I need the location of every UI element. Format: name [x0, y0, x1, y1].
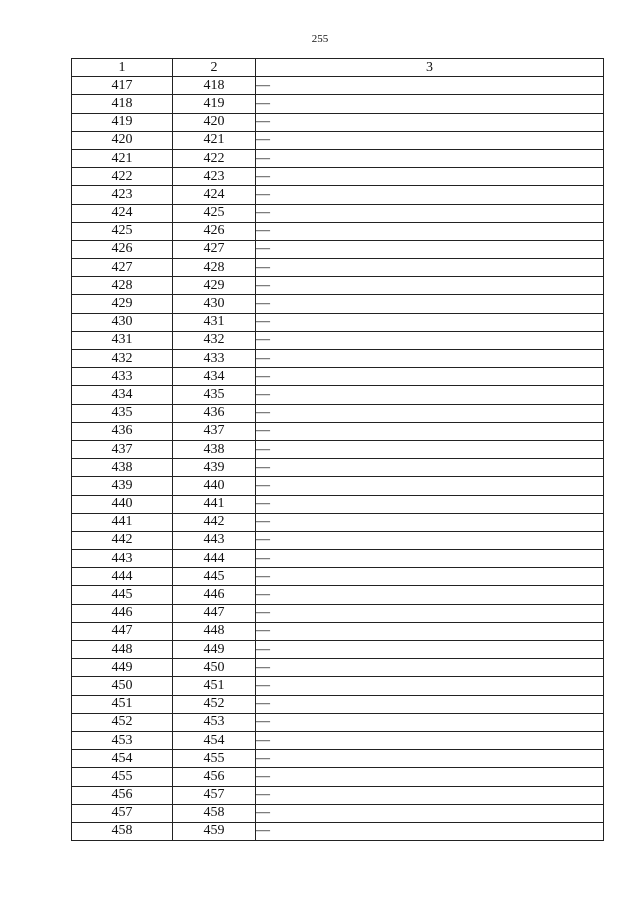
cell-col-1: 432 [72, 350, 173, 368]
table-row [72, 622, 604, 640]
table-row [72, 804, 604, 822]
table-row [72, 459, 604, 477]
cell-col-1: 453 [72, 731, 173, 749]
cell-col-2: 441 [173, 495, 256, 513]
cell-col-2: 424 [173, 186, 256, 204]
cell-col-2: 419 [173, 95, 256, 113]
cell-col-3: — [256, 531, 604, 549]
cell-col-2: 456 [173, 768, 256, 786]
page-number: 255 [311, 33, 329, 45]
cell-col-3: — [256, 113, 604, 131]
cell-col-3: — [256, 186, 604, 204]
table-row [72, 768, 604, 786]
cell-col-2: 453 [173, 713, 256, 731]
cell-col-1: 423 [72, 186, 173, 204]
cell-col-2: 447 [173, 604, 256, 622]
table-row [72, 113, 604, 131]
cell-col-1: 439 [72, 477, 173, 495]
cell-col-3: — [256, 168, 604, 186]
column-header-1: 1 [72, 59, 173, 77]
cell-col-2: 425 [173, 204, 256, 222]
table-row [72, 331, 604, 349]
table-row [72, 131, 604, 149]
cell-col-2: 457 [173, 786, 256, 804]
cell-col-1: 426 [72, 240, 173, 258]
cell-col-2: 434 [173, 368, 256, 386]
table-row [72, 513, 604, 531]
cell-col-1: 441 [72, 513, 173, 531]
cell-col-1: 435 [72, 404, 173, 422]
table-row [72, 550, 604, 568]
cell-col-2: 420 [173, 113, 256, 131]
cell-col-2: 421 [173, 131, 256, 149]
cell-col-3: — [256, 259, 604, 277]
table-row [72, 149, 604, 167]
cell-col-1: 431 [72, 331, 173, 349]
cell-col-1: 418 [72, 95, 173, 113]
cell-col-3: — [256, 677, 604, 695]
cell-col-1: 424 [72, 204, 173, 222]
cell-col-3: — [256, 204, 604, 222]
cell-col-1: 458 [72, 822, 173, 840]
cell-col-1: 421 [72, 149, 173, 167]
table-row [72, 295, 604, 313]
cell-col-3: — [256, 404, 604, 422]
cell-col-2: 426 [173, 222, 256, 240]
cell-col-1: 445 [72, 586, 173, 604]
cell-col-2: 428 [173, 259, 256, 277]
cell-col-3: — [256, 277, 604, 295]
cell-col-3: — [256, 240, 604, 258]
cell-col-2: 435 [173, 386, 256, 404]
column-header-3: 3 [256, 59, 604, 77]
data-table [71, 58, 604, 841]
table-row [72, 95, 604, 113]
cell-col-2: 418 [173, 77, 256, 95]
table-row [72, 186, 604, 204]
cell-col-3: — [256, 131, 604, 149]
cell-col-3: — [256, 313, 604, 331]
cell-col-3: — [256, 513, 604, 531]
table-row [72, 695, 604, 713]
cell-col-3: — [256, 786, 604, 804]
cell-col-3: — [256, 222, 604, 240]
cell-col-1: 454 [72, 750, 173, 768]
cell-col-2: 445 [173, 568, 256, 586]
cell-col-2: 437 [173, 422, 256, 440]
cell-col-1: 430 [72, 313, 173, 331]
cell-col-3: — [256, 459, 604, 477]
cell-col-2: 433 [173, 350, 256, 368]
cell-col-1: 456 [72, 786, 173, 804]
cell-col-3: — [256, 422, 604, 440]
cell-col-2: 446 [173, 586, 256, 604]
cell-col-3: — [256, 477, 604, 495]
cell-col-1: 449 [72, 659, 173, 677]
table-row [72, 350, 604, 368]
cell-col-1: 446 [72, 604, 173, 622]
cell-col-2: 443 [173, 531, 256, 549]
cell-col-2: 442 [173, 513, 256, 531]
cell-col-1: 419 [72, 113, 173, 131]
cell-col-2: 452 [173, 695, 256, 713]
cell-col-2: 422 [173, 149, 256, 167]
cell-col-3: — [256, 750, 604, 768]
table-row [72, 77, 604, 95]
cell-col-1: 452 [72, 713, 173, 731]
cell-col-1: 429 [72, 295, 173, 313]
cell-col-1: 427 [72, 259, 173, 277]
table-row [72, 750, 604, 768]
cell-col-2: 431 [173, 313, 256, 331]
table-row [72, 604, 604, 622]
cell-col-1: 425 [72, 222, 173, 240]
cell-col-2: 448 [173, 622, 256, 640]
cell-col-1: 434 [72, 386, 173, 404]
cell-col-1: 455 [72, 768, 173, 786]
cell-col-3: — [256, 95, 604, 113]
cell-col-3: — [256, 804, 604, 822]
cell-col-3: — [256, 604, 604, 622]
cell-col-2: 427 [173, 240, 256, 258]
cell-col-3: — [256, 822, 604, 840]
table-row [72, 713, 604, 731]
cell-col-2: 449 [173, 641, 256, 659]
cell-col-1: 420 [72, 131, 173, 149]
cell-col-3: — [256, 695, 604, 713]
cell-col-3: — [256, 568, 604, 586]
cell-col-1: 447 [72, 622, 173, 640]
cell-col-1: 451 [72, 695, 173, 713]
cell-col-2: 450 [173, 659, 256, 677]
cell-col-2: 438 [173, 440, 256, 458]
column-header-2: 2 [173, 59, 256, 77]
cell-col-2: 423 [173, 168, 256, 186]
table-row [72, 277, 604, 295]
cell-col-1: 436 [72, 422, 173, 440]
table-row [72, 168, 604, 186]
cell-col-2: 455 [173, 750, 256, 768]
cell-col-1: 417 [72, 77, 173, 95]
table-row [72, 240, 604, 258]
cell-col-2: 444 [173, 550, 256, 568]
table-row [72, 495, 604, 513]
cell-col-3: — [256, 641, 604, 659]
cell-col-3: — [256, 440, 604, 458]
cell-col-1: 428 [72, 277, 173, 295]
cell-col-2: 432 [173, 331, 256, 349]
cell-col-2: 430 [173, 295, 256, 313]
cell-col-1: 450 [72, 677, 173, 695]
cell-col-1: 437 [72, 440, 173, 458]
cell-col-2: 459 [173, 822, 256, 840]
cell-col-1: 440 [72, 495, 173, 513]
cell-col-3: — [256, 550, 604, 568]
cell-col-2: 454 [173, 731, 256, 749]
cell-col-3: — [256, 368, 604, 386]
cell-col-1: 457 [72, 804, 173, 822]
cell-col-3: — [256, 149, 604, 167]
table-row [72, 404, 604, 422]
table-row [72, 531, 604, 549]
cell-col-3: — [256, 295, 604, 313]
cell-col-2: 439 [173, 459, 256, 477]
table-row [72, 568, 604, 586]
cell-col-1: 433 [72, 368, 173, 386]
cell-col-2: 440 [173, 477, 256, 495]
cell-col-2: 429 [173, 277, 256, 295]
table-row [72, 386, 604, 404]
table-row [72, 259, 604, 277]
cell-col-3: — [256, 586, 604, 604]
table-row [72, 822, 604, 840]
cell-col-3: — [256, 350, 604, 368]
table-row [72, 641, 604, 659]
table-row [72, 368, 604, 386]
table-row [72, 204, 604, 222]
table-row [72, 313, 604, 331]
table-row [72, 586, 604, 604]
table-row [72, 677, 604, 695]
cell-col-3: — [256, 768, 604, 786]
cell-col-3: — [256, 331, 604, 349]
cell-col-3: — [256, 713, 604, 731]
cell-col-1: 443 [72, 550, 173, 568]
table-row [72, 440, 604, 458]
table-row [72, 731, 604, 749]
cell-col-2: 451 [173, 677, 256, 695]
cell-col-3: — [256, 77, 604, 95]
cell-col-1: 444 [72, 568, 173, 586]
table-row [72, 659, 604, 677]
cell-col-3: — [256, 731, 604, 749]
cell-col-3: — [256, 622, 604, 640]
table-body [72, 77, 604, 841]
table-row [72, 222, 604, 240]
table-row [72, 477, 604, 495]
cell-col-1: 422 [72, 168, 173, 186]
cell-col-1: 442 [72, 531, 173, 549]
cell-col-2: 436 [173, 404, 256, 422]
cell-col-3: — [256, 495, 604, 513]
header-row [72, 59, 604, 77]
cell-col-3: — [256, 386, 604, 404]
table-header [72, 59, 604, 77]
cell-col-2: 458 [173, 804, 256, 822]
cell-col-3: — [256, 659, 604, 677]
cell-col-1: 448 [72, 641, 173, 659]
table-row [72, 786, 604, 804]
table-row [72, 422, 604, 440]
cell-col-1: 438 [72, 459, 173, 477]
